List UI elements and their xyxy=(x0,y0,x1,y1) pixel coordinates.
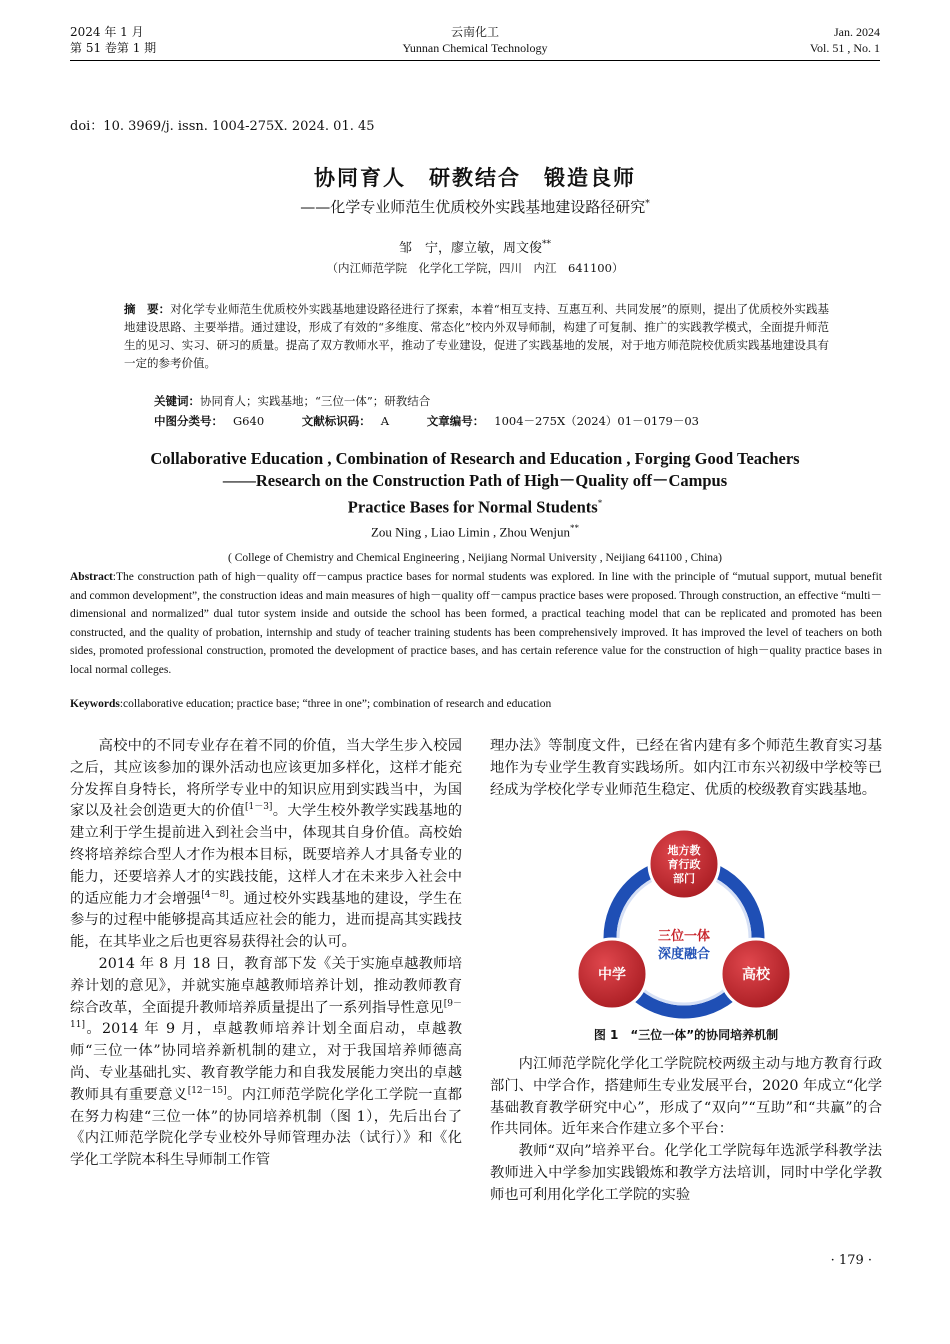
subtitle-text: ——化学专业师范生优质校外实践基地建设路径研究 xyxy=(300,198,646,216)
page-number: · 179 · xyxy=(830,1253,872,1268)
title-en-line1: Collaborative Education , Combination of Research and Education , Forging Good Teachers xyxy=(150,449,800,468)
paper-title: 协同育人 研教结合 锻造良师 xyxy=(314,166,636,190)
article-no-label: 文章编号： xyxy=(426,414,485,428)
figure-caption: 图 1 “三位一体”的协同培养机制 xyxy=(593,1028,779,1042)
article-no-value: 1004－275X（2024）01－0179－03 xyxy=(494,414,699,428)
abstract-en-label: Abstract xyxy=(70,571,113,583)
three-in-one-diagram xyxy=(560,828,808,1024)
keywords-en-text: :collaborative education; practice base; “three in one”; combination of research and education xyxy=(119,698,552,710)
paper-subtitle xyxy=(0,196,950,217)
authors-footnote-mark: ** xyxy=(542,239,551,250)
clc-value: G640 xyxy=(233,414,265,428)
center-label-1: 三位一体 xyxy=(657,929,711,944)
node-university xyxy=(721,939,791,1009)
paper-title-en xyxy=(0,448,950,519)
affiliation-cn: （内江师范学院 化学化工学院，四川 内江 641100） xyxy=(326,261,624,275)
title-en-footnote-mark: * xyxy=(597,498,603,508)
doc-code-value: A xyxy=(380,414,390,428)
abstract-en xyxy=(70,568,882,679)
citation: [9－11] xyxy=(70,998,462,1031)
authors-cn xyxy=(0,237,950,256)
abstract-cn-text: 对化学专业师范生优质校外实践基地建设路径进行了探索，本着“相互支持、互惠互利、共同发展”的原则，提出了优质校外实践基地建设思路、主要举措。通过建设，形成了有效的“多维度、常态化”校内外双导师制，构建了可复制、推广的实践教学模式，全面提升师范生的见习、实习、研习的质量。提高了双方教师水平，推动了专业建设，促进了实践基地的发展，对于地方师范院校优质实践基地建设具有一定的参考价值。 xyxy=(124,302,829,370)
authors-text: 邹 宁，廖立敏，周文俊 xyxy=(398,241,542,256)
body-text: 高校中的不同专业存在着不同的价值，当大学生步入校园之后，其应该参加的课外活动也应该更加多样化，这样才能充分发挥自身特长，将所学专业中的知识应用到实践当中，为国家以及社会创造更大的价值 xyxy=(70,738,462,820)
classification-line xyxy=(154,413,719,429)
affiliation-en: ( College of Chemistry and Chemical Engineering , Neijiang Normal University , Neijiang 641100 , China) xyxy=(228,552,722,564)
journal-name-en: Yunnan Chemical Technology xyxy=(402,41,548,55)
journal-name xyxy=(0,24,950,56)
node-top-line2: 育行政 xyxy=(667,858,701,871)
center-label-2: 深度融合 xyxy=(657,947,711,962)
body-paragraph-continued: 理办法》等制度文件，已经在省内建有多个师范生教育实习基地作为专业学生教育实践场所。如内江市东兴初级中学校等已经成为学校化学专业师范生稳定、优质的校级教育实践基地。 xyxy=(490,738,882,798)
keywords-cn-label: 关键词： xyxy=(154,394,200,408)
body-paragraph-4: 教师“双向”培养平台。化学化工学院每年选派学科教学法教师进入中学参加实践锻炼和教学方法培训，同时中学化学教师也可利用化学化工学院的实验 xyxy=(490,1143,882,1203)
body-text: 。大学生校外教学实践基地的建立利于学生提前进入到社会当中，体现其自身价值。高校始终将培养综合型人才作为根本目标，既要培养人才具备专业的能力，还要培养人才的实践技能，这样人才在未来步入社会中的适应能力才会增强 xyxy=(70,803,463,907)
doc-code-label: 文献标识码： xyxy=(301,414,371,428)
node-left-label: 中学 xyxy=(598,967,626,983)
title-en-line3: Practice Bases for Normal Students xyxy=(347,497,598,517)
header-date-cn: 2024 年 1 月 xyxy=(70,25,144,39)
body-text: 。2014 年 9 月，卓越教师培养计划全面启动，卓越教师“三位一体”协同培养新机制的建立，对于我国培养师德高尚、专业基础扎实、教育教学能力和自我发展能力突出的卓越教师具有重要意义 xyxy=(70,1021,462,1103)
abstract-cn xyxy=(124,300,829,372)
keywords-en-label: Keywords xyxy=(70,698,120,710)
node-right-label: 高校 xyxy=(742,967,770,983)
citation: [12－15] xyxy=(187,1085,227,1096)
body-paragraph-2 xyxy=(70,954,462,1172)
doi: doi：10. 3969/j. issn. 1004-275X. 2024. 01. 45 xyxy=(70,119,375,134)
authors-en-footnote-mark: ** xyxy=(570,523,580,533)
clc-label: 中图分类号： xyxy=(154,414,223,428)
keywords-cn-text: 协同育人；实践基地；“三位一体”；研教结合 xyxy=(200,394,431,408)
body-column-right-bottom xyxy=(490,1054,882,1207)
header-rule xyxy=(70,60,880,61)
figure-1 xyxy=(560,828,808,1024)
body-paragraph-1 xyxy=(70,736,462,954)
body-column-right-top xyxy=(490,736,882,801)
header-volume-cn: 第 51 卷第 1 期 xyxy=(70,41,157,55)
journal-name-cn: 云南化工 xyxy=(450,25,499,39)
citation: [4－8] xyxy=(201,889,229,900)
node-top-line1: 地方教 xyxy=(667,844,701,857)
citation: [1－3] xyxy=(244,802,273,813)
node-middle-school xyxy=(577,939,647,1009)
authors-en-text: Zou Ning , Liao Limin , Zhou Wenjun xyxy=(370,524,571,540)
subtitle-footnote-mark: * xyxy=(645,199,650,209)
title-en-line2: ——Research on the Construction Path of High－Quality off－Campus xyxy=(222,471,728,490)
body-text: 。通过校外实践基地的建设，学生在参与的过程中能够提高其适应社会的能力，进而提高其实践技能，在其毕业之后也更容易获得社会的认可。 xyxy=(70,890,463,951)
abstract-en-text: :The construction path of high－quality off－campus practice bases for normal students was explored. In line with the principle of “mutual support, mutual benefit and common development”, the construction ideas and main measures of high－quality off－campus practice bases were proposed. Through construction, an effective “multi－dimensional and normalized” dual tutor system inside and outside the school has been formed, a practical teaching model that can be replicated and promoted has been constructed, and the quality of probation, internship and study of teacher training students has been comprehensively improved. It has improved the level of teachers on both sides, promoted professional construction, promoted the development of practice bases, and has certain reference value for the construction of high－quality practice bases in local normal colleges. xyxy=(70,571,882,676)
node-top-line3: 部门 xyxy=(673,872,695,885)
keywords-cn xyxy=(154,393,430,409)
header-date-en: Jan. 2024 xyxy=(834,25,880,39)
body-paragraph-3: 内江师范学院化学化工学院院校两级主动与地方教育行政部门、中学合作，搭建师生专业发展平台，2020 年成立“化学基础教育教学研究中心”，形成了“双向”“互助”和“共赢”的合作共同体。近年来合作建立多个平台： xyxy=(490,1056,882,1138)
header-volume-en: Vol. 51 , No. 1 xyxy=(809,41,880,55)
keywords-en xyxy=(70,698,551,710)
authors-en xyxy=(0,523,950,540)
body-text: 。内江师范学院化学化工学院一直都在努力构建“三位一体”的协同培养机制（图 1），先后出台了《内江师范学院化学专业校外导师管理办法（试行）》和《化学化工学院本科生导师制工作管 xyxy=(70,1086,462,1169)
journal-issue-en xyxy=(810,24,880,56)
abstract-cn-label: 摘 要： xyxy=(124,302,171,316)
body-text: 2014 年 8 月 18 日，教育部下发《关于实施卓越教师培养计划的意见》，并就实施卓越教师培养计划，推动教师教育综合改革，全面提升教师培养质量提出了一系列指导性意见 xyxy=(70,955,462,1016)
node-education-bureau xyxy=(649,829,719,899)
body-column-left xyxy=(70,736,462,1172)
